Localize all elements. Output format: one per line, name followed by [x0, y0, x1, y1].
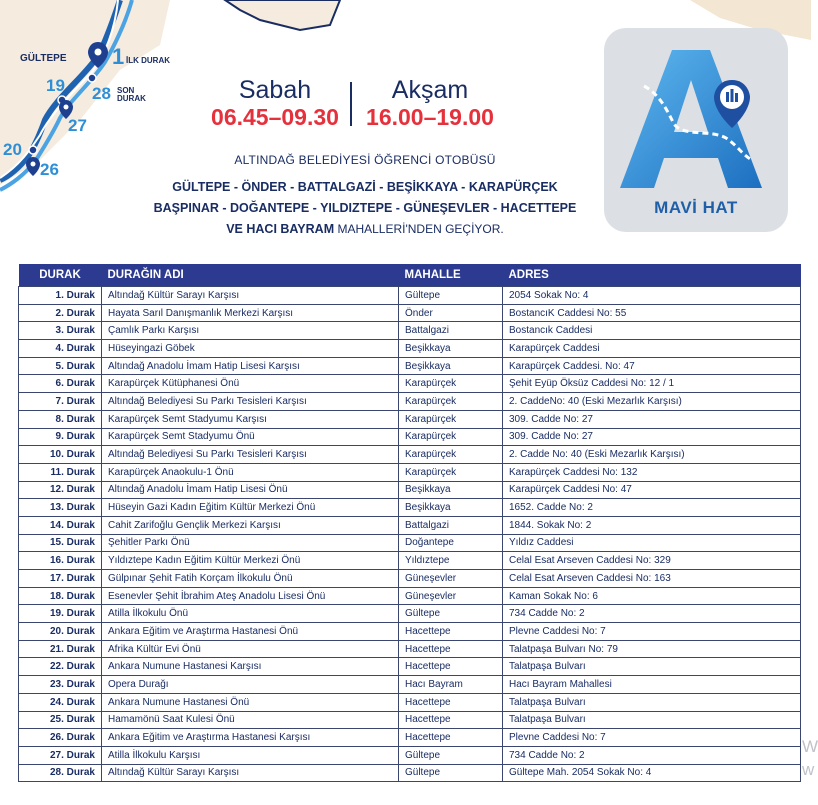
- adres-cell: Celal Esat Arseven Caddesi No: 163: [503, 570, 801, 588]
- adres-cell: Talatpaşa Bulvarı: [503, 711, 801, 729]
- table-row: [19, 393, 801, 411]
- durak-adi-cell: Altındağ Belediyesi Su Parkı Tesisleri Karşısı: [102, 446, 399, 464]
- adres-cell: Karapürçek Caddesi. No: 47: [503, 357, 801, 375]
- adres-cell: Karapürçek Caddesi No: 47: [503, 481, 801, 499]
- table-row: [19, 516, 801, 534]
- durak-adi-cell: Karapürçek Semt Stadyumu Karşısı: [102, 410, 399, 428]
- stop-27-number: 27: [68, 116, 87, 135]
- table-row: [19, 693, 801, 711]
- stop-20-number: 20: [3, 140, 22, 159]
- durak-cell: 13. Durak: [19, 499, 102, 517]
- adres-cell: Gültepe Mah. 2054 Sokak No: 4: [503, 764, 801, 782]
- stop-28-dot: [88, 74, 96, 82]
- durak-cell: 20. Durak: [19, 623, 102, 641]
- durak-adi-cell: Ankara Numune Hastanesi Karşısı: [102, 658, 399, 676]
- mahalle-cell: Hacettepe: [399, 640, 503, 658]
- schedule-divider: [350, 82, 352, 126]
- adres-cell: Şehit Eyüp Öksüz Caddesi No: 12 / 1: [503, 375, 801, 393]
- durak-cell: 5. Durak: [19, 357, 102, 375]
- mavi-hat-logo: [604, 28, 788, 232]
- table-row: [19, 481, 801, 499]
- durak-cell: 8. Durak: [19, 410, 102, 428]
- stop-28-number: 28: [92, 84, 111, 103]
- durak-adi-cell: Atilla İlkokulu Karşısı: [102, 746, 399, 764]
- table-row: [19, 534, 801, 552]
- durak-adi-cell: Esenevler Şehit İbrahim Ateş Anadolu Lisesi Önü: [102, 587, 399, 605]
- table-row: [19, 746, 801, 764]
- stop-20-dot: [29, 146, 37, 154]
- mahalle-cell: Hacettepe: [399, 658, 503, 676]
- durak-cell: 24. Durak: [19, 693, 102, 711]
- durak-adi-cell: Çamlık Parkı Karşısı: [102, 322, 399, 340]
- durak-cell: 25. Durak: [19, 711, 102, 729]
- stop-1-label: İLK DURAK: [126, 56, 170, 65]
- table-row: [19, 357, 801, 375]
- adres-cell: Bostancık Caddesi: [503, 322, 801, 340]
- mahalle-cell: Hacettepe: [399, 711, 503, 729]
- durak-adi-cell: Şehitler Parkı Önü: [102, 534, 399, 552]
- adres-cell: BostancıK Caddesi No: 55: [503, 304, 801, 322]
- durak-cell: 16. Durak: [19, 552, 102, 570]
- mahalle-cell: Gültepe: [399, 605, 503, 623]
- mahalle-cell: Hacettepe: [399, 693, 503, 711]
- stops-table: [18, 264, 801, 782]
- mahalle-cell: Karapürçek: [399, 410, 503, 428]
- mahalle-cell: Hacettepe: [399, 623, 503, 641]
- durak-cell: 22. Durak: [19, 658, 102, 676]
- info-line-4-rest: MAHALLERİ'NDEN GEÇİYOR.: [334, 222, 504, 236]
- edge-text-2: w: [802, 760, 815, 779]
- mahalle-cell: Karapürçek: [399, 463, 503, 481]
- table-row: [19, 552, 801, 570]
- durak-adi-cell: Atilla İlkokulu Önü: [102, 605, 399, 623]
- adres-cell: Karapürçek Caddesi No: 132: [503, 463, 801, 481]
- route-info: [120, 153, 610, 240]
- info-line-4-bold: VE HACI BAYRAM: [226, 222, 335, 236]
- durak-cell: 2. Durak: [19, 304, 102, 322]
- durak-adi-cell: Altındağ Anadolu İmam Hatip Lisesi Önü: [102, 481, 399, 499]
- adres-cell: 1652. Cadde No: 2: [503, 499, 801, 517]
- adres-cell: 2054 Sokak No: 4: [503, 287, 801, 305]
- info-line-2: GÜLTEPE - ÖNDER - BATTALGAZİ - BEŞİKKAYA - KARAPÜRÇEK: [172, 180, 558, 194]
- table-row: [19, 428, 801, 446]
- durak-adi-cell: Hüseyingazi Göbek: [102, 340, 399, 358]
- adres-cell: 2. CaddeNo: 40 (Eski Mezarlık Karşısı): [503, 393, 801, 411]
- durak-adi-cell: Karapürçek Kütüphanesi Önü: [102, 375, 399, 393]
- table-row: [19, 729, 801, 747]
- mahalle-cell: Battalgazi: [399, 516, 503, 534]
- table-row: [19, 287, 801, 305]
- adres-cell: 309. Cadde No: 27: [503, 410, 801, 428]
- mahalle-cell: Yıldıztepe: [399, 552, 503, 570]
- durak-cell: 4. Durak: [19, 340, 102, 358]
- header-adres: ADRES: [503, 264, 801, 287]
- adres-cell: 1844. Sokak No: 2: [503, 516, 801, 534]
- durak-cell: 9. Durak: [19, 428, 102, 446]
- header-durak-adi: DURAĞIN ADI: [102, 264, 399, 287]
- evening-label: Akşam: [391, 76, 469, 104]
- table-header-row: [19, 264, 801, 287]
- mahalle-cell: Beşikkaya: [399, 357, 503, 375]
- header-durak: DURAK: [19, 264, 102, 287]
- adres-cell: Celal Esat Arseven Caddesi No: 329: [503, 552, 801, 570]
- header-mahalle: MAHALLE: [399, 264, 503, 287]
- durak-adi-cell: Altındağ Anadolu İmam Hatip Lisesi Karşısı: [102, 357, 399, 375]
- adres-cell: 734 Cadde No: 2: [503, 605, 801, 623]
- table-row: [19, 340, 801, 358]
- durak-cell: 18. Durak: [19, 587, 102, 605]
- durak-cell: 10. Durak: [19, 446, 102, 464]
- mahalle-cell: Gültepe: [399, 764, 503, 782]
- adres-cell: Hacı Bayram Mahallesi: [503, 676, 801, 694]
- durak-cell: 3. Durak: [19, 322, 102, 340]
- morning-label: Sabah: [238, 76, 312, 104]
- stop-28-label: SON DURAK: [117, 86, 146, 103]
- durak-cell: 28. Durak: [19, 764, 102, 782]
- mahalle-cell: Doğantepe: [399, 534, 503, 552]
- mahalle-cell: Güneşevler: [399, 587, 503, 605]
- logo-text: MAVİ HAT: [654, 198, 738, 217]
- table-row: [19, 623, 801, 641]
- durak-adi-cell: Hayata Sarıl Danışmanlık Merkezi Karşısı: [102, 304, 399, 322]
- mahalle-cell: Beşikkaya: [399, 481, 503, 499]
- durak-adi-cell: Gülpınar Şehit Fatih Korçam İlkokulu Önü: [102, 570, 399, 588]
- info-line-3: BAŞPINAR - DOĞANTEPE - YILDIZTEPE - GÜNEŞEVLER - HACETTEPE: [153, 201, 577, 215]
- durak-adi-cell: Ankara Numune Hastanesi Önü: [102, 693, 399, 711]
- table-body: [19, 287, 801, 782]
- adres-cell: 734 Cadde No: 2: [503, 746, 801, 764]
- durak-cell: 17. Durak: [19, 570, 102, 588]
- durak-cell: 12. Durak: [19, 481, 102, 499]
- durak-cell: 1. Durak: [19, 287, 102, 305]
- mahalle-cell: Güneşevler: [399, 570, 503, 588]
- table-row: [19, 570, 801, 588]
- table-row: [19, 711, 801, 729]
- durak-adi-cell: Altındağ Kültür Sarayı Karşısı: [102, 764, 399, 782]
- table-row: [19, 640, 801, 658]
- district-label: GÜLTEPE: [20, 53, 67, 64]
- durak-adi-cell: Altındağ Belediyesi Su Parkı Tesisleri Karşısı: [102, 393, 399, 411]
- logo-a-icon: [604, 28, 788, 198]
- adres-cell: 309. Cadde No: 27: [503, 428, 801, 446]
- durak-cell: 11. Durak: [19, 463, 102, 481]
- table-row: [19, 764, 801, 782]
- mahalle-cell: Karapürçek: [399, 428, 503, 446]
- durak-cell: 27. Durak: [19, 746, 102, 764]
- adres-cell: Yıldız Caddesi: [503, 534, 801, 552]
- durak-adi-cell: Opera Durağı: [102, 676, 399, 694]
- table-row: [19, 446, 801, 464]
- mahalle-cell: Gültepe: [399, 287, 503, 305]
- durak-adi-cell: Hamamönü Saat Kulesi Önü: [102, 711, 399, 729]
- durak-cell: 26. Durak: [19, 729, 102, 747]
- durak-adi-cell: Altındağ Kültür Sarayı Karşısı: [102, 287, 399, 305]
- mahalle-cell: Hacı Bayram: [399, 676, 503, 694]
- table-row: [19, 658, 801, 676]
- table-row: [19, 463, 801, 481]
- table-row: [19, 304, 801, 322]
- mahalle-cell: Karapürçek: [399, 446, 503, 464]
- mahalle-cell: Hacettepe: [399, 729, 503, 747]
- durak-adi-cell: Cahit Zarifoğlu Gençlik Merkezi Karşısı: [102, 516, 399, 534]
- durak-adi-cell: Ankara Eğitim ve Araştırma Hastanesi Karşısı: [102, 729, 399, 747]
- adres-cell: 2. Cadde No: 40 (Eski Mezarlık Karşısı): [503, 446, 801, 464]
- adres-cell: Karapürçek Caddesi: [503, 340, 801, 358]
- durak-cell: 14. Durak: [19, 516, 102, 534]
- durak-cell: 15. Durak: [19, 534, 102, 552]
- map-area-top: [225, 0, 340, 30]
- durak-cell: 19. Durak: [19, 605, 102, 623]
- mahalle-cell: Karapürçek: [399, 375, 503, 393]
- stop-26-number: 26: [40, 160, 59, 179]
- durak-adi-cell: Yıldıztepe Kadın Eğitim Kültür Merkezi Önü: [102, 552, 399, 570]
- mahalle-cell: Gültepe: [399, 746, 503, 764]
- stop-19-number: 19: [46, 76, 65, 95]
- stop-1-number: 1: [112, 44, 125, 69]
- adres-cell: Plevne Caddesi No: 7: [503, 623, 801, 641]
- durak-adi-cell: Afrika Kültür Evi Önü: [102, 640, 399, 658]
- mahalle-cell: Karapürçek: [399, 393, 503, 411]
- durak-adi-cell: Hüseyin Gazi Kadın Eğitim Kültür Merkezi Önü: [102, 499, 399, 517]
- table-row: [19, 322, 801, 340]
- table-row: [19, 587, 801, 605]
- stop-26-pin: [26, 157, 40, 176]
- mahalle-cell: Beşikkaya: [399, 340, 503, 358]
- adres-cell: Kaman Sokak No: 6: [503, 587, 801, 605]
- morning-time: 06.45–09.30: [211, 104, 339, 130]
- durak-cell: 7. Durak: [19, 393, 102, 411]
- adres-cell: Talatpaşa Bulvarı: [503, 693, 801, 711]
- adres-cell: Plevne Caddesi No: 7: [503, 729, 801, 747]
- adres-cell: Talatpaşa Bulvarı No: 79: [503, 640, 801, 658]
- table-row: [19, 676, 801, 694]
- schedule: [150, 76, 590, 136]
- table-row: [19, 410, 801, 428]
- durak-adi-cell: Karapürçek Anaokulu-1 Önü: [102, 463, 399, 481]
- table-row: [19, 375, 801, 393]
- table-row: [19, 499, 801, 517]
- durak-adi-cell: Ankara Eğitim ve Araştırma Hastanesi Önü: [102, 623, 399, 641]
- durak-cell: 6. Durak: [19, 375, 102, 393]
- durak-cell: 21. Durak: [19, 640, 102, 658]
- mahalle-cell: Battalgazi: [399, 322, 503, 340]
- durak-cell: 23. Durak: [19, 676, 102, 694]
- table-row: [19, 605, 801, 623]
- durak-adi-cell: Karapürçek Semt Stadyumu Önü: [102, 428, 399, 446]
- adres-cell: Talatpaşa Bulvarı: [503, 658, 801, 676]
- mahalle-cell: Önder: [399, 304, 503, 322]
- mahalle-cell: Beşikkaya: [399, 499, 503, 517]
- evening-time: 16.00–19.00: [366, 104, 494, 130]
- edge-text-1: W: [802, 737, 818, 756]
- info-title: ALTINDAĞ BELEDİYESİ ÖĞRENCİ OTOBÜSÜ: [234, 153, 496, 167]
